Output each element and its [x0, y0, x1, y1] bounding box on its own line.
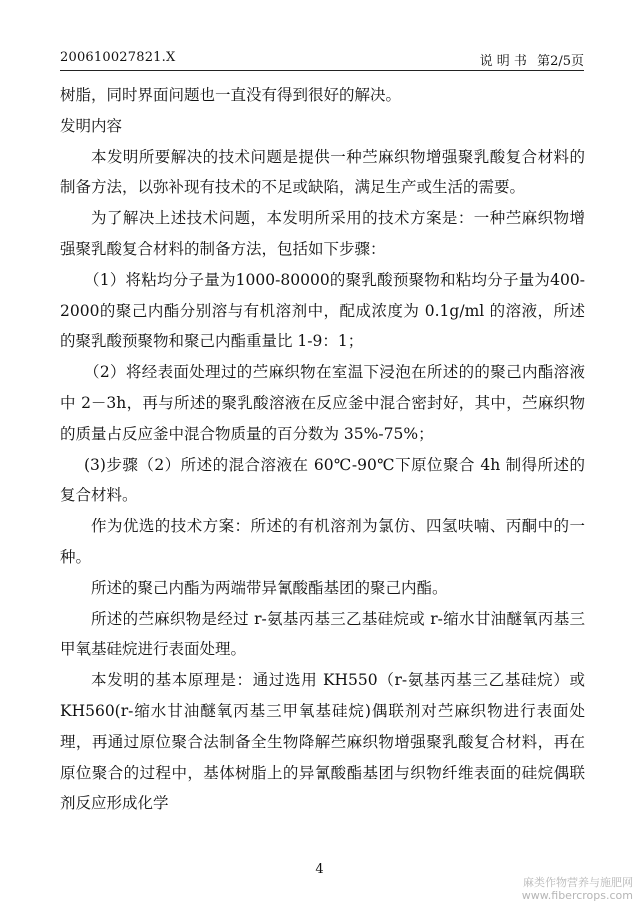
section-heading: 发明内容 [60, 116, 123, 135]
paragraph-pcl: 所述的聚己内酯为两端带异氰酸酯基团的聚己内酯。 [91, 578, 448, 597]
paragraph-step-1: （1）将粘均分子量为1000-80000的聚乳酸预聚物和粘均分子量为400-2000的聚己内酯分别溶与有机溶剂中，配成浓度为 0.1g/ml 的溶液，所述的聚乳酸预聚物和聚己内酯重量比 1-9：1； [60, 270, 585, 351]
page-info: 第2/5页 [537, 54, 584, 69]
paragraph-continuation: 树脂，同时界面问题也一直没有得到很好的解决。 [60, 86, 402, 104]
paragraph-step-2: （2）将经表面处理过的苎麻织物在室温下浸泡在所述的的聚己内酯溶液中 2－3h，再与所述的聚乳酸溶液在反应釜中混合密封好，其中，苎麻织物的质量占反应釜中混合物质量的百分数为 35%-75%； [60, 363, 585, 443]
page-number: 4 [315, 862, 324, 877]
body-text [60, 80, 585, 819]
paragraph-principle: 本发明的基本原理是：通过选用 KH550（r-氨基丙基三乙基硅烷）或 KH560(r-缩水甘油醚氧丙基三甲氧基硅烷)偶联剂对苎麻织物进行表面处理，再通过原位聚合法制备全生物降解苎麻织物增强聚乳酸复合材料，再在原位聚合的过程中，基体树脂上的异氰酸酯基团与织物纤维表面的硅烷偶联剂反应形成化学 [60, 671, 585, 813]
site-watermark [522, 876, 633, 902]
paragraph-ramie: 所述的苎麻织物是经过 r-氨基丙基三乙基硅烷或 r-缩水甘油醚氧丙基三甲氧基硅烷进行表面处理。 [60, 609, 585, 659]
paragraph-solution: 为了解决上述技术问题，本发明所采用的技术方案是：一种苎麻织物增强聚乳酸复合材料的制备方法，包括如下步骤： [60, 209, 585, 258]
watermark-line-1: 麻类作物营养与施肥网 [523, 876, 633, 889]
paragraph-preferred: 作为优选的技术方案：所述的有机溶剂为氯仿、四氢呋喃、丙酮中的一种。 [60, 517, 585, 566]
application-number: 200610027821.X [60, 50, 176, 65]
paragraph-step-3: (3)步骤（2）所述的混合溶液在 60℃-90℃下原位聚合 4h 制得所述的复合材料。 [60, 455, 585, 505]
doc-type-label: 说 明 书 [479, 54, 527, 69]
watermark-line-2: www.fibercrops.com [521, 889, 633, 902]
header-right [474, 50, 584, 69]
header-rule [60, 70, 584, 71]
paragraph-problem: 本发明所要解决的技术问题是提供一种苎麻织物增强聚乳酸复合材料的制备方法，以弥补现有技术的不足或缺陷，满足生产或生活的需要。 [60, 147, 585, 197]
